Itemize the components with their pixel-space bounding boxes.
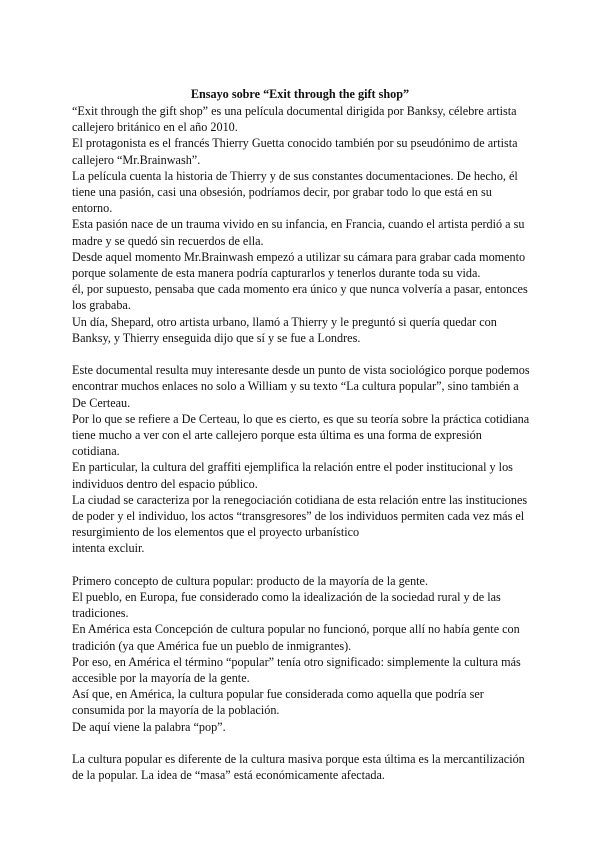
body-paragraph: La ciudad se caracteriza por la renegociación cotidiana de esta relación entre las instituciones de poder y el individuo, los actos “transgresores” de los individuos permiten cada vez más el resurgimiento de los elementos que el proyecto urbanístico [72,492,528,540]
body-paragraph: Por lo que se refiere a De Certeau, lo que es cierto, es que su teoría sobre la práctica cotidiana tiene mucho a ver con el arte callejero porque esta última es una forma de expresión cotidiana. [72,411,530,459]
body-paragraph: Desde aquel momento Mr.Brainwash empezó a utilizar su cámara para grabar cada momento porque solamente de esta manera podría capturarlos y tenerlos durante toda su vida. [72,249,526,281]
body-paragraph: En América esta Concepción de cultura popular no funcionó, porque allí no había gente con tradición (ya que América fue un pueblo de inmigrantes). [72,622,520,653]
body-paragraph: Esta pasión nace de un trauma vivido en su infancia, en Francia, cuando el artista perdió a su madre y se quedó sin recuerdos de ella. [72,217,525,248]
body-paragraph: La cultura popular es diferente de la cultura masiva porque esta última es la mercantilización de la popular. La idea de “masa” está económicamente afectada. [72,752,525,783]
body-paragraph: La película cuenta la historia de Thierry y de sus constantes documentaciones. De hecho, él tiene una pasión, casi una obsesión, podríamos decir, por grabar todo lo que está en su entorno. [72,168,518,216]
body-paragraph: Primero concepto de cultura popular: producto de la mayoría de la gente. [72,573,429,588]
paragraph-spacer [72,557,530,573]
paragraph-spacer [72,346,530,362]
document-title: Ensayo sobre “Exit through the gift shop” [190,87,410,101]
body-paragraph: “Exit through the gift shop” es una película documental dirigida por Banksy, célebre artista callejero británico en el año 2010. [72,104,517,135]
body-paragraph: él, por supuesto, pensaba que cada momento era único y que nunca volvería a pasar, entonces los grababa. [72,282,528,313]
document-body [72,103,530,783]
body-paragraph: De aquí viene la palabra “pop”. [72,719,226,734]
body-paragraph: Así que, en América, la cultura popular fue considerada como aquella que podría ser consumida por la mayoría de la población. [72,687,484,718]
body-paragraph: intenta excluir. [72,541,145,556]
body-paragraph: El pueblo, en Europa, fue considerado como la idealización de la sociedad rural y de las tradiciones. [72,590,501,621]
body-paragraph: Por eso, en América el término “popular” tenía otro significado: simplemente la cultura más accesible por la mayoría de la gente. [72,654,521,686]
body-paragraph: En particular, la cultura del graffiti ejemplifica la relación entre el poder institucional y los individuos dentro del espacio público. [72,460,513,491]
body-paragraph: Este documental resulta muy interesante desde un punto de vista sociológico porque podemos encontrar muchos enlaces no solo a William y su texto “La cultura popular”, sino también a De Certeau. [72,363,530,410]
body-paragraph: Un día, Shepard, otro artista urbano, llamó a Thierry y le preguntó si quería quedar con Banksy, y Thierry enseguida dijo que sí y se fue a Londres. [72,314,497,345]
paragraph-spacer [72,735,530,751]
body-paragraph: El protagonista es el francés Thierry Guetta conocido también por su pseudónimo de artista callejero “Mr.Brainwash”. [72,136,518,167]
